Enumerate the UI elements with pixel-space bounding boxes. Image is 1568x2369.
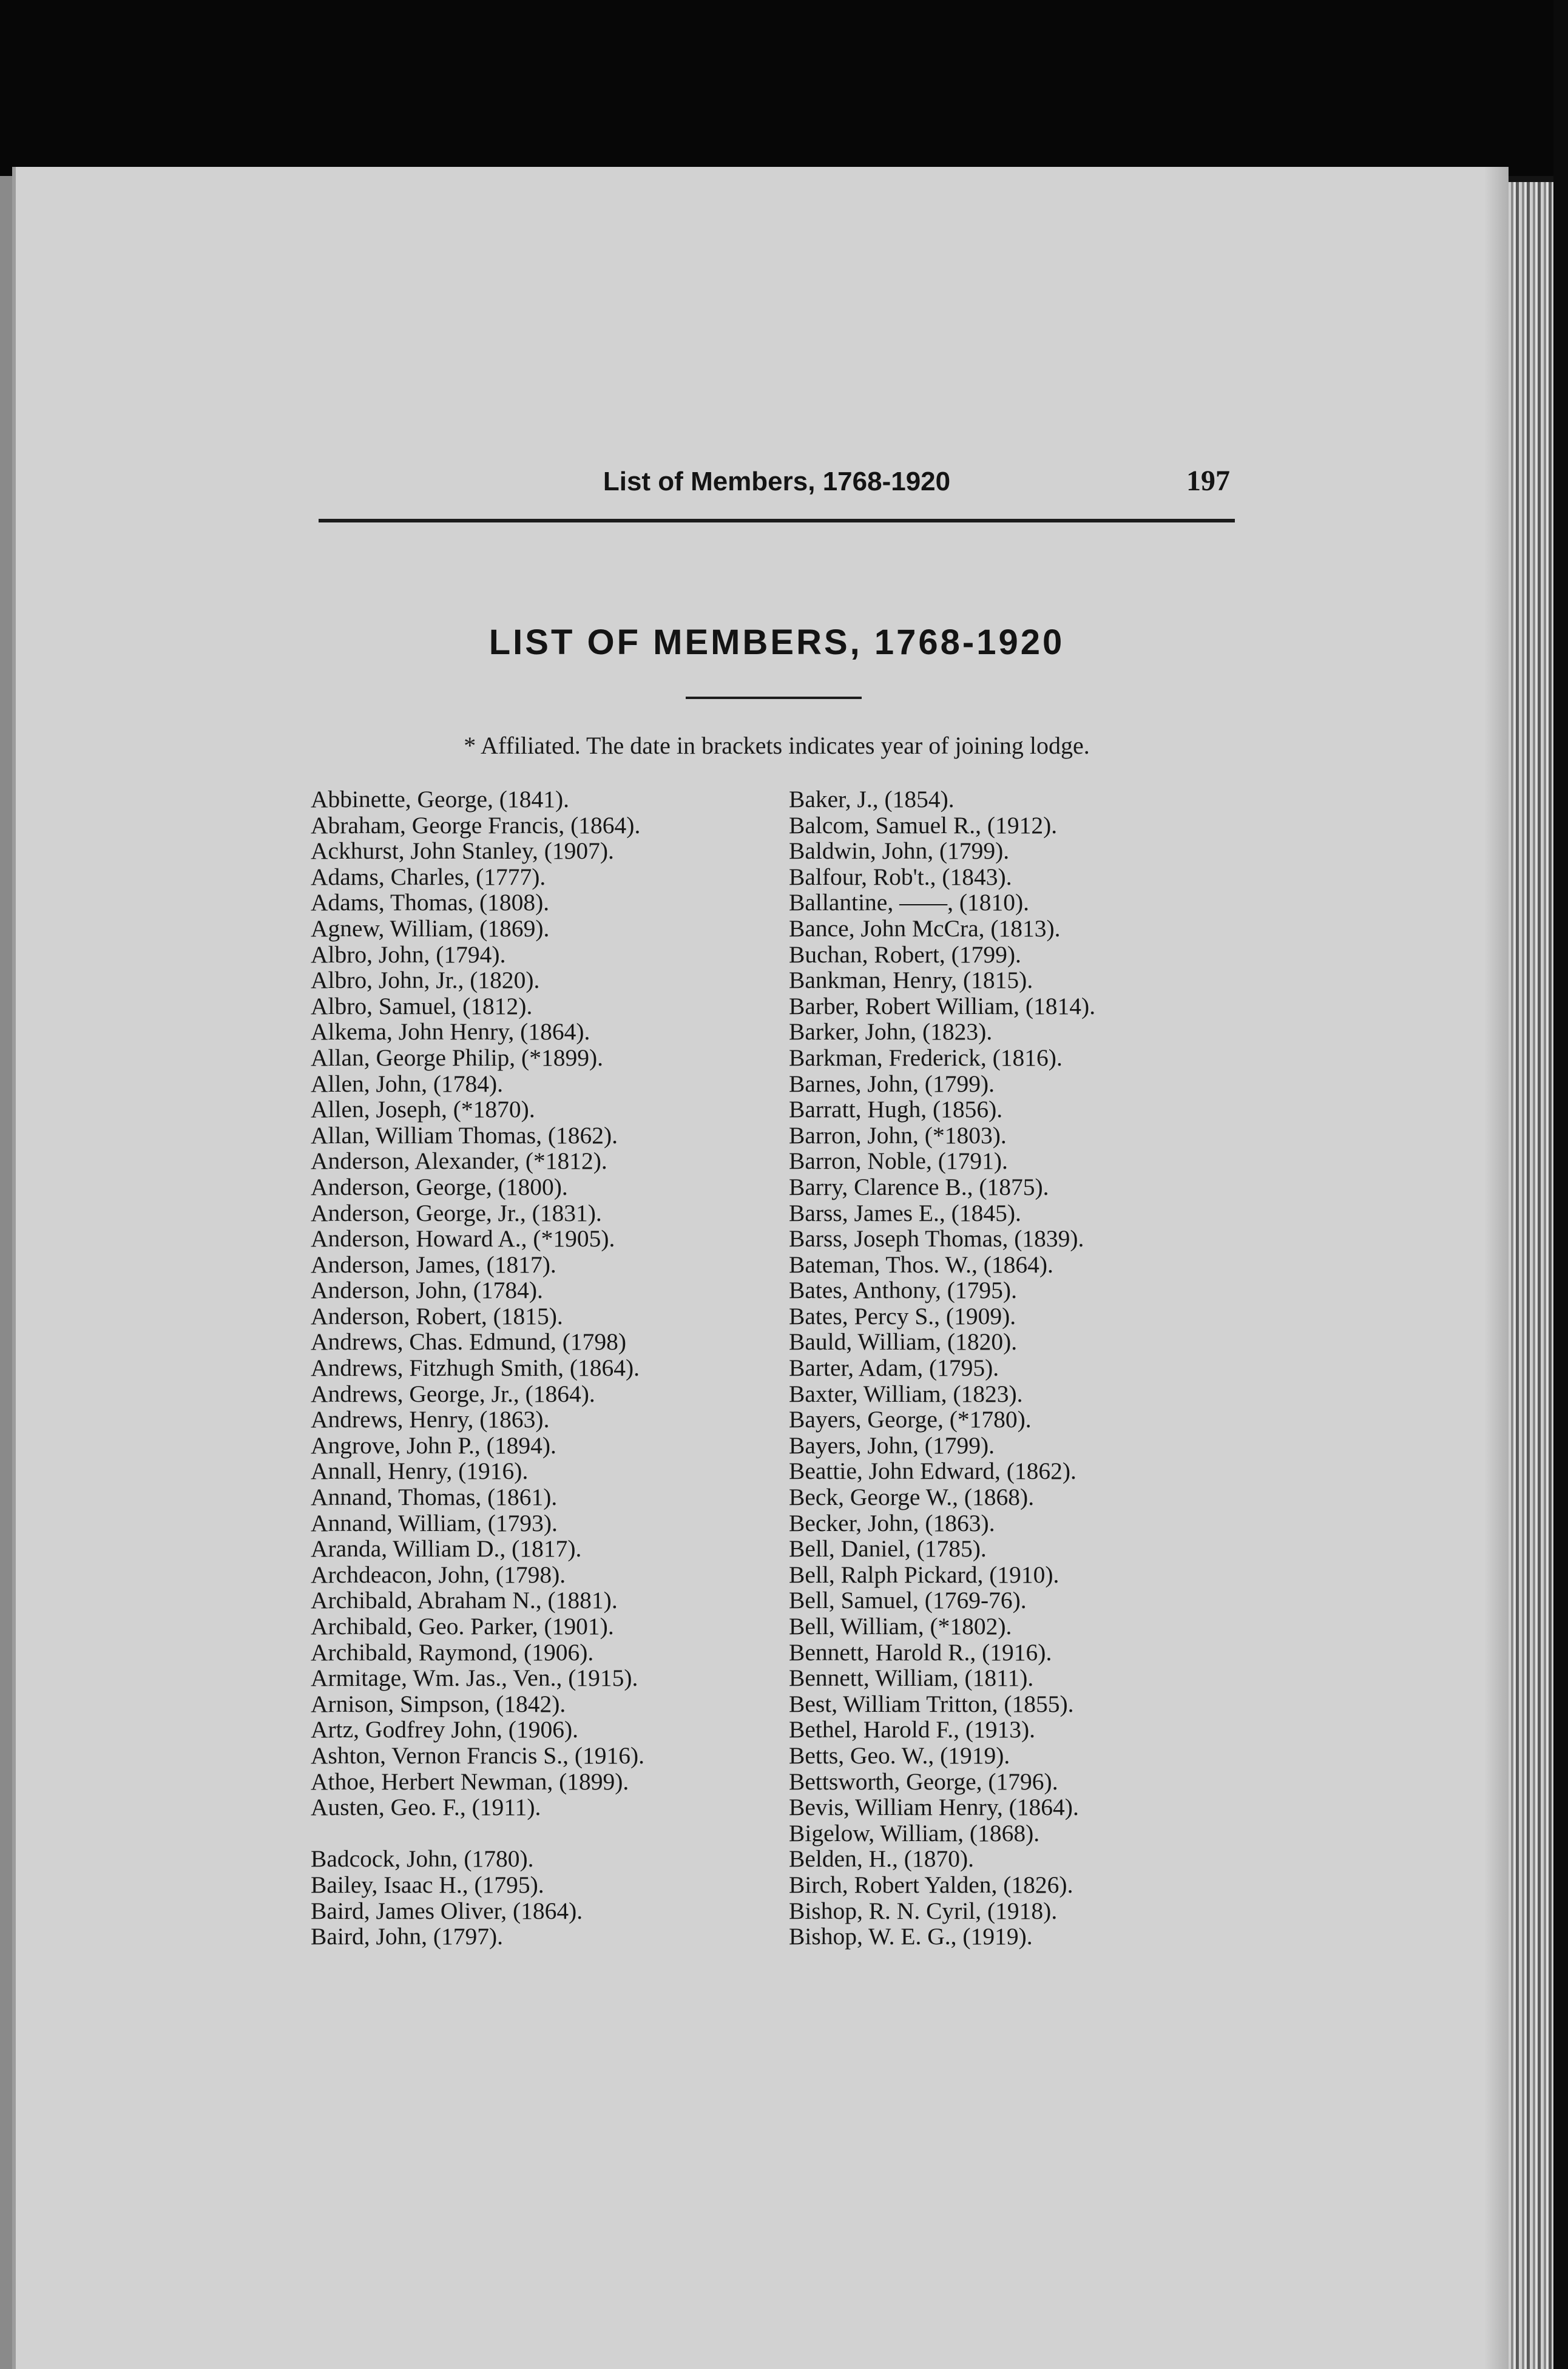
member-entry: Beck, George W., (1868). [789,1484,1035,1511]
facing-page-edge [0,176,12,2369]
member-entry: Ballantine, ——, (1810). [789,889,1030,916]
member-entry: Artz, Godfrey John, (1906). [311,1716,578,1743]
column-spacer [311,1820,772,1847]
members-column-left [311,786,772,1950]
member-entry: Anderson, Robert, (1815). [311,1302,563,1330]
member-entry: Barss, James E., (1845). [789,1199,1021,1226]
member-entry: Buchan, Robert, (1799). [789,941,1021,968]
member-entry: Barnes, John, (1799). [789,1070,995,1097]
affiliation-note: * Affiliated. The date in brackets indicates year of joining lodge. [464,732,1090,759]
member-entry: Betts, Geo. W., (1919). [789,1742,1010,1769]
member-entry: Anderson, Alexander, (*1812). [311,1147,607,1175]
member-entry: Archibald, Abraham N., (1881). [311,1587,618,1614]
member-entry: Baird, James Oliver, (1864). [311,1897,583,1924]
member-entry: Bates, Anthony, (1795). [789,1277,1017,1304]
member-entry: Bettsworth, George, (1796). [789,1768,1058,1795]
member-entry: Bell, Daniel, (1785). [789,1535,987,1563]
member-entry: Beattie, John Edward, (1862). [789,1458,1076,1485]
member-entry: Agnew, William, (1869). [311,914,550,942]
member-entry: Anderson, Howard A., (*1905). [311,1225,615,1252]
member-entry: Bennett, William, (1811). [789,1664,1034,1692]
member-entry: Albro, Samuel, (1812). [311,992,533,1019]
member-entry: Angrove, John P., (1894). [311,1431,556,1459]
member-entry: Anderson, George, (1800). [311,1173,568,1200]
member-entry: Alkema, John Henry, (1864). [311,1018,590,1046]
member-entry: Aranda, William D., (1817). [311,1535,582,1563]
member-entry: Ackhurst, John Stanley, (1907). [311,837,614,865]
members-column-right [789,786,1250,1950]
member-entry: Bigelow, William, (1868). [789,1819,1040,1847]
member-entry: Abbinette, George, (1841). [311,786,569,813]
member-entry: Baird, John, (1797). [311,1923,504,1950]
member-entry: Adams, Charles, (1777). [311,863,546,890]
member-entry: Barber, Robert William, (1814). [789,992,1096,1019]
member-entry: Andrews, George, Jr., (1864). [311,1380,595,1407]
member-entry: Badcock, John, (1780). [311,1845,534,1873]
member-entry: Barter, Adam, (1795). [789,1354,999,1382]
member-entry: Annand, Thomas, (1861). [311,1484,558,1511]
member-entry: Armitage, Wm. Jas., Ven., (1915). [311,1664,638,1692]
member-entry: Birch, Robert Yalden, (1826). [789,1871,1073,1898]
member-entry: Andrews, Henry, (1863). [311,1406,550,1433]
member-entry: Bell, Samuel, (1769-76). [789,1587,1027,1614]
member-entry: Belden, H., (1870). [789,1845,974,1873]
member-entry: Austen, Geo. F., (1911). [311,1794,541,1821]
member-entry: Arnison, Simpson, (1842). [311,1690,566,1717]
member-entry: Athoe, Herbert Newman, (1899). [311,1768,629,1795]
member-entry: Becker, John, (1863). [789,1509,995,1536]
member-entry: Albro, John, (1794). [311,941,506,968]
member-entry: Allen, Joseph, (*1870). [311,1096,535,1123]
member-entry: Bennett, Harold R., (1916). [789,1638,1052,1666]
member-entry: Barratt, Hugh, (1856). [789,1096,1003,1123]
member-entry: Baxter, William, (1823). [789,1380,1023,1407]
page-gutter-shadow [1484,167,1509,2369]
member-entry: Bayers, John, (1799). [789,1431,995,1459]
member-entry: Barker, John, (1823). [789,1018,993,1046]
member-entry: Archibald, Geo. Parker, (1901). [311,1613,614,1640]
member-entry: Bauld, William, (1820). [789,1328,1018,1356]
member-entry: Albro, John, Jr., (1820). [311,967,540,994]
member-entry: Barss, Joseph Thomas, (1839). [789,1225,1084,1252]
member-entry: Bevis, William Henry, (1864). [789,1794,1079,1821]
member-entry: Anderson, John, (1784). [311,1277,543,1304]
member-entry: Bayers, George, (*1780). [789,1406,1032,1433]
member-entry: Bishop, W. E. G., (1919). [789,1923,1033,1950]
member-entry: Baldwin, John, (1799). [789,837,1010,865]
member-entry: Abraham, George Francis, (1864). [311,811,641,839]
page-number: 197 [1186,465,1230,497]
scan-right-background [1553,0,1568,2369]
member-entry: Bethel, Harold F., (1913). [789,1716,1036,1743]
member-entry: Annall, Henry, (1916). [311,1458,529,1485]
scan-top-background [0,0,1568,176]
member-entry: Bell, Ralph Pickard, (1910). [789,1561,1059,1588]
running-head [319,464,1235,522]
member-entry: Bailey, Isaac H., (1795). [311,1871,544,1898]
member-entry: Balfour, Rob't., (1843). [789,863,1012,890]
member-entry: Andrews, Fitzhugh Smith, (1864). [311,1354,640,1382]
member-entry: Annand, William, (1793). [311,1509,558,1536]
running-head-title: List of Members, 1768-1920 [603,467,951,496]
member-entry: Archibald, Raymond, (1906). [311,1638,594,1666]
member-entry: Archdeacon, John, (1798). [311,1561,566,1588]
member-entry: Allan, George Philip, (*1899). [311,1044,603,1071]
member-entry: Barron, John, (*1803). [789,1121,1007,1149]
page-title: LIST OF MEMBERS, 1768-1920 [488,623,1065,662]
member-entry: Anderson, James, (1817). [311,1251,556,1278]
title-divider [686,697,862,699]
member-entry: Andrews, Chas. Edmund, (1798) [311,1328,627,1356]
member-entry: Bell, William, (*1802). [789,1613,1012,1640]
member-entry: Anderson, George, Jr., (1831). [311,1199,602,1226]
member-entry: Bance, John McCra, (1813). [789,914,1061,942]
member-entry: Barry, Clarence B., (1875). [789,1173,1049,1200]
member-entry: Bankman, Henry, (1815). [789,967,1033,994]
member-entry: Allen, John, (1784). [311,1070,504,1097]
member-entry: Baker, J., (1854). [789,786,955,813]
member-entry: Balcom, Samuel R., (1912). [789,811,1058,839]
member-entry: Best, William Tritton, (1855). [789,1690,1074,1717]
member-entry: Adams, Thomas, (1808). [311,889,550,916]
member-entry: Bateman, Thos. W., (1864). [789,1251,1053,1278]
member-entry: Barron, Noble, (1791). [789,1147,1008,1175]
member-entry: Ashton, Vernon Francis S., (1916). [311,1742,645,1769]
member-entry: Bates, Percy S., (1909). [789,1302,1016,1330]
member-entry: Bishop, R. N. Cyril, (1918). [789,1897,1058,1924]
member-entry: Allan, William Thomas, (1862). [311,1121,618,1149]
member-entry: Barkman, Frederick, (1816). [789,1044,1063,1071]
